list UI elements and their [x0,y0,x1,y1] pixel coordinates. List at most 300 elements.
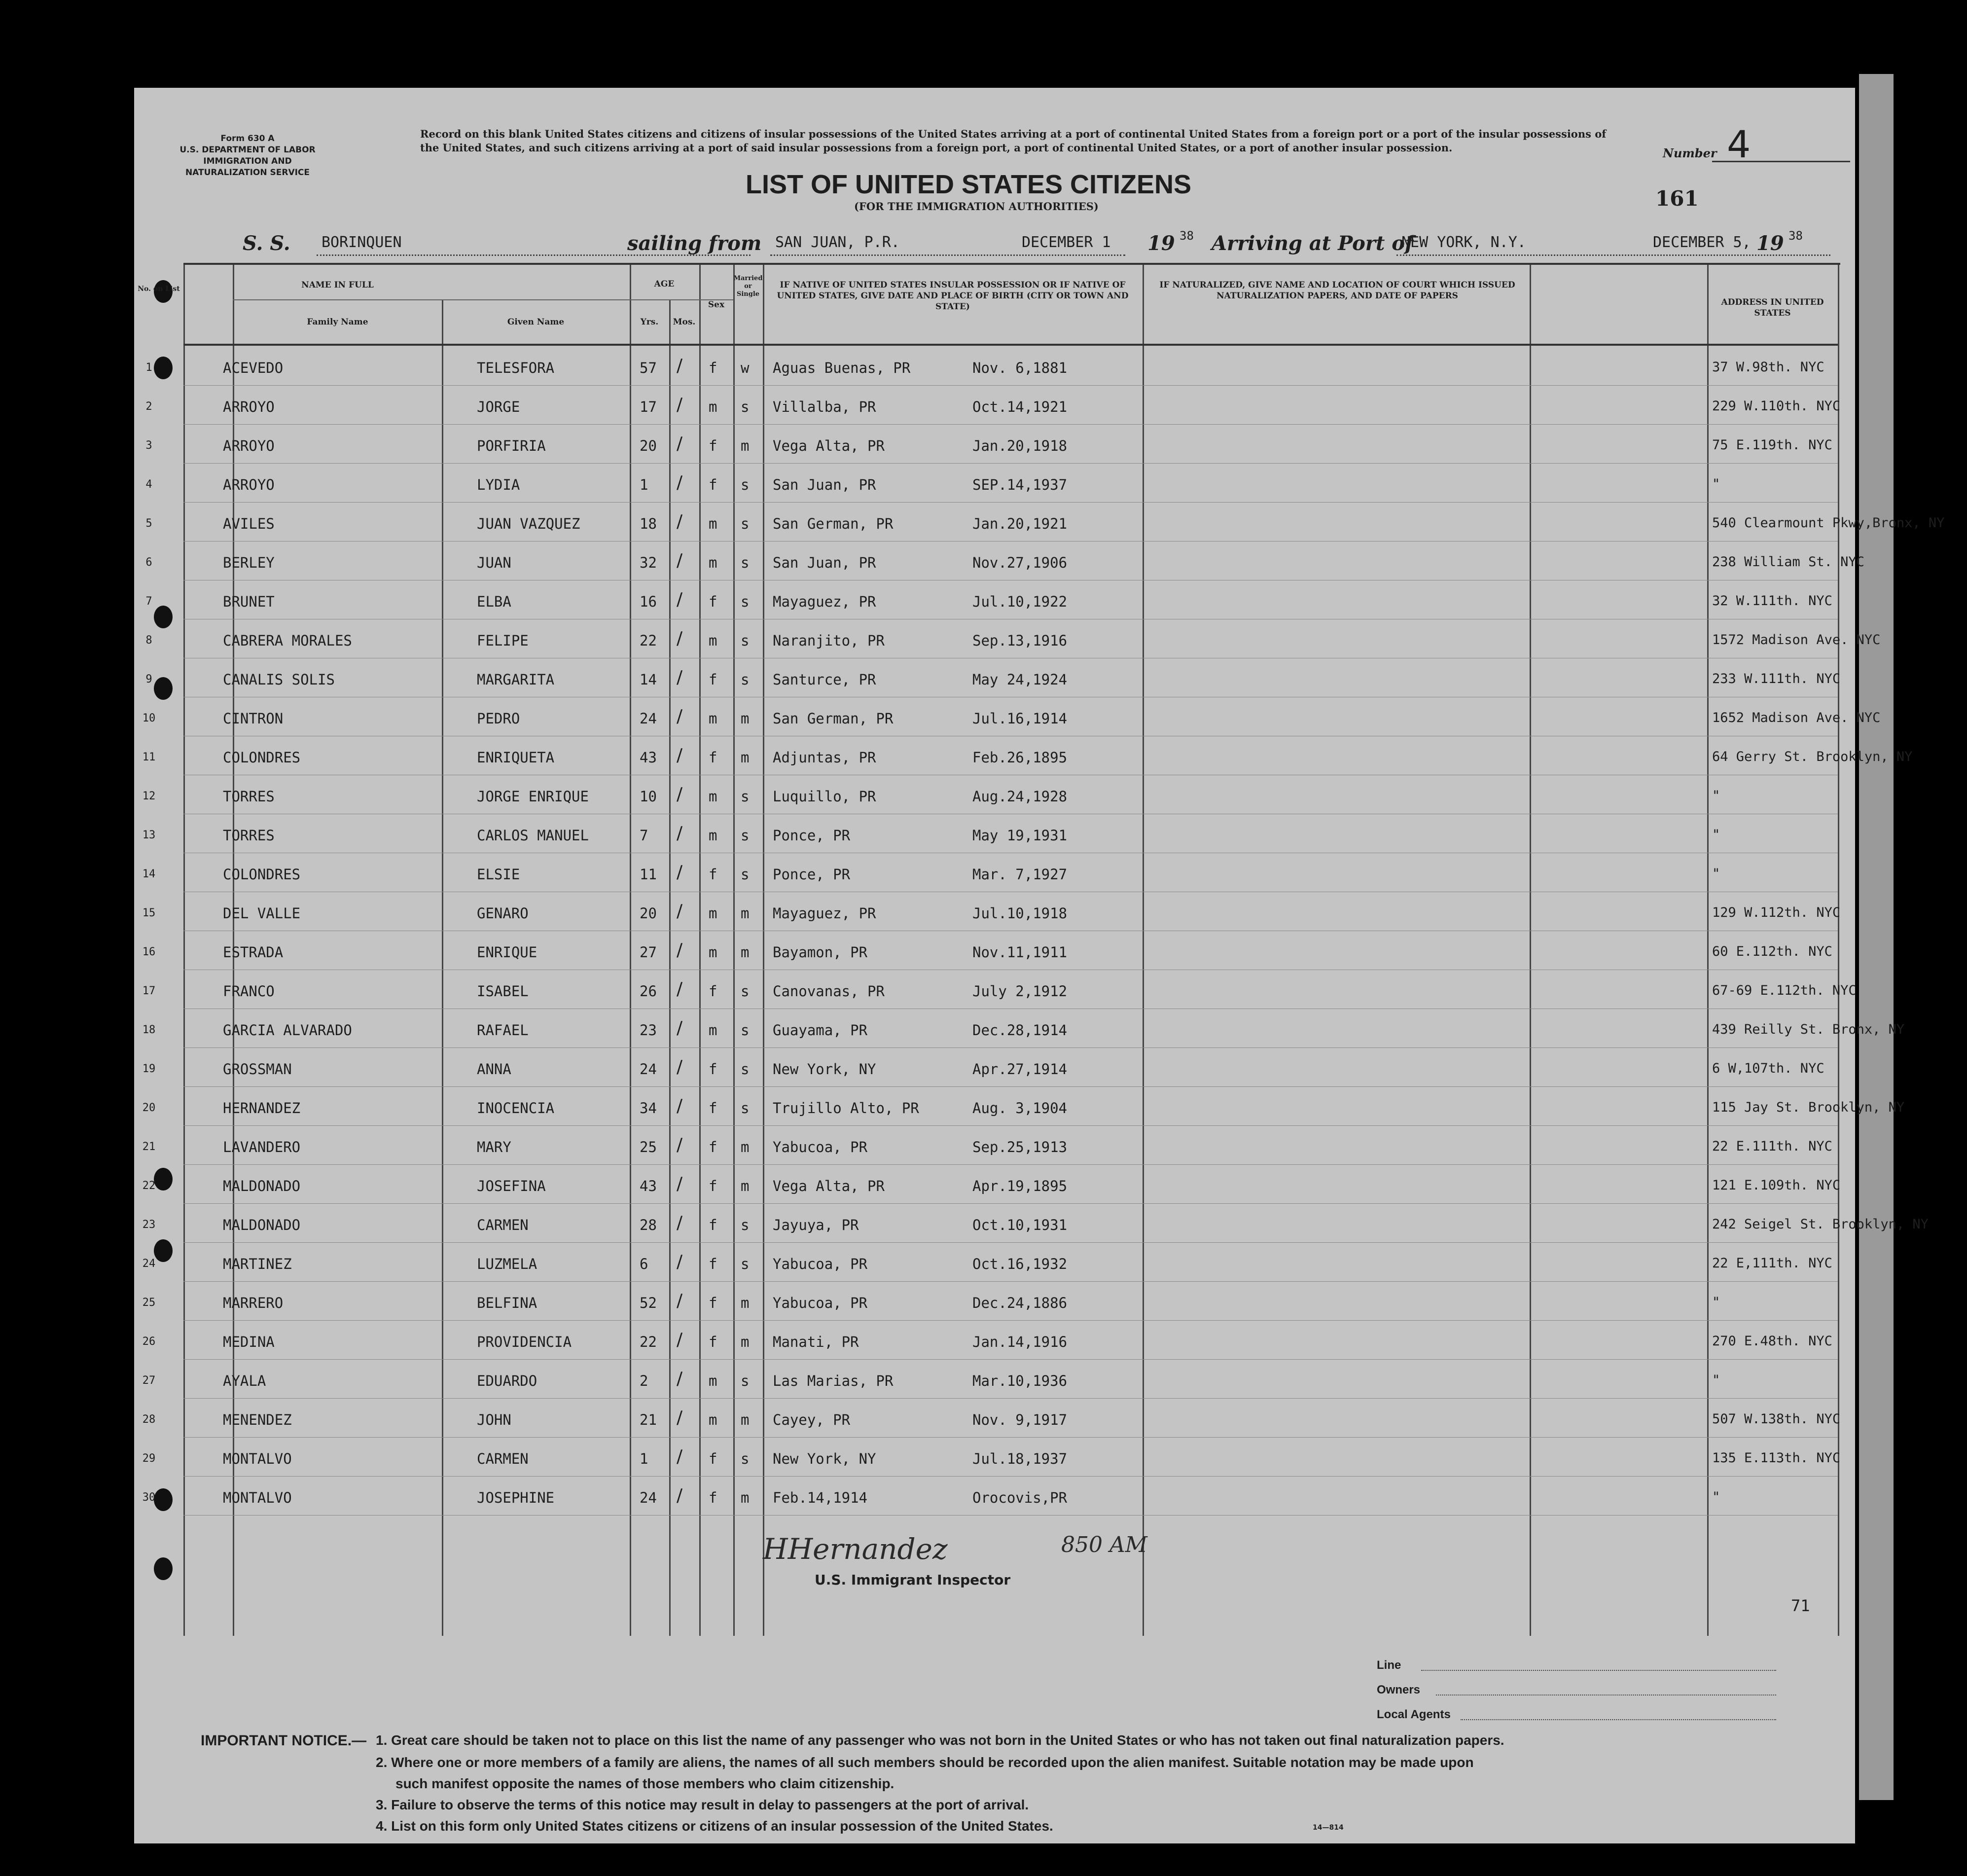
cell-address: 64 Gerry St. Brooklyn, NY [1712,749,1913,764]
cell-sex: f [709,983,717,1000]
cell-address: 37 W.98th. NYC [1712,360,1824,375]
months-tick-mark: / [677,979,683,999]
cell-ms: s [741,593,750,610]
cell-place: San Juan, PR [773,554,876,571]
cell-yrs: 24 [640,710,657,727]
number-underline [1712,161,1850,162]
cell-yrs: 23 [640,1022,657,1039]
header-yrs: Yrs. [640,317,659,327]
months-tick-mark: / [677,706,683,726]
months-tick-mark: / [677,1407,683,1428]
cell-no: 21 [142,1141,156,1153]
col-rule [699,265,701,1636]
line-field [1421,1670,1776,1671]
cell-given: JORGE [477,398,520,415]
cell-no: 14 [142,868,156,880]
cell-yrs: 11 [640,866,657,883]
cell-date: Nov. 9,1917 [972,1411,1068,1428]
notice-item-2-cont: such manifest opposite the names of those members who claim citizenship. [395,1776,894,1791]
cell-sex: m [709,710,717,727]
months-tick-mark: / [677,395,683,415]
cell-place: Las Marias, PR [773,1372,894,1389]
cell-sex: f [709,1295,717,1311]
cell-yrs: 10 [640,788,657,805]
cell-place: Feb.14,1914 [773,1489,868,1506]
cell-place: Jayuya, PR [773,1217,859,1233]
cell-given: JOHN [477,1411,511,1428]
cell-sex: m [709,827,717,844]
cell-no: 19 [142,1063,156,1075]
cell-yrs: 34 [640,1100,657,1117]
cell-address: 22 E.111th. NYC [1712,1139,1832,1154]
cell-place: Vega Alta, PR [773,1178,885,1194]
cell-ms: s [741,1450,750,1467]
cell-ms: s [741,866,750,883]
months-tick-mark: / [677,628,683,649]
cell-no: 27 [142,1374,156,1387]
local-agents-field [1461,1719,1776,1720]
cell-given: CARLOS MANUEL [477,827,589,844]
cell-date: Mar. 7,1927 [972,866,1068,883]
cell-place: Santurce, PR [773,671,876,688]
cell-date: Feb.26,1895 [972,749,1068,766]
months-tick-mark: / [677,862,683,882]
cell-address: " [1712,1372,1720,1388]
cell-address: 115 Jay St. Brooklyn, NY [1712,1100,1905,1115]
header-family-name: Family Name [307,317,368,327]
cell-sex: f [709,1334,717,1350]
owners-field [1436,1695,1776,1696]
year-prefix-2: 19 [1756,232,1784,255]
print-code: 14—814 [1313,1824,1344,1832]
cell-date: July 2,1912 [972,983,1068,1000]
inspector-signature: HHernandez [763,1532,948,1566]
cell-address: " [1712,866,1720,881]
cell-address: 6 W,107th. NYC [1712,1061,1824,1076]
col-rule [1838,265,1839,1636]
arrival-year: 38 [1788,229,1803,243]
row-rule [183,1320,1838,1321]
cell-no: 10 [142,712,156,724]
cell-place: Mayaguez, PR [773,905,876,922]
cell-ms: s [741,983,750,1000]
months-tick-mark: / [677,433,683,454]
page-subtitle: (FOR THE IMMIGRATION AUTHORITIES) [854,200,1099,213]
cell-ms: m [741,1178,750,1194]
cell-no: 11 [142,751,156,763]
cell-yrs: 22 [640,632,657,649]
cell-date: SEP.14,1937 [972,476,1068,493]
cell-ms: s [741,1372,750,1389]
months-tick-mark: / [677,1135,683,1155]
cell-given: ELBA [477,593,511,610]
cell-yrs: 26 [640,983,657,1000]
cell-yrs: 20 [640,905,657,922]
cell-yrs: 17 [640,398,657,415]
row-rule [183,1359,1838,1360]
cell-date: Jul.10,1922 [972,593,1068,610]
months-tick-mark: / [677,667,683,687]
cell-place: Yabucoa, PR [773,1139,868,1155]
cell-given: INOCENCIA [477,1100,555,1117]
col-rule [1707,265,1709,1636]
cell-family: MEDINA [223,1334,275,1350]
col-rule [442,299,443,1636]
cell-yrs: 32 [640,554,657,571]
line-label: Line [1377,1659,1401,1672]
cell-yrs: 24 [640,1061,657,1078]
cell-place: Adjuntas, PR [773,749,876,766]
row-rule [183,1164,1838,1165]
cell-given: ANNA [477,1061,511,1078]
header-sex: Sex [708,300,725,310]
cell-date: Jul.16,1914 [972,710,1068,727]
cell-address: 129 W.112th. NYC [1712,905,1841,920]
cell-sex: f [709,1139,717,1155]
cell-date: Oct.14,1921 [972,398,1068,415]
cell-no: 29 [142,1452,156,1465]
punch-hole [154,606,173,628]
cell-place: Luquillo, PR [773,788,876,805]
cell-no: 30 [142,1491,156,1504]
months-tick-mark: / [677,511,683,532]
cell-family: HERNANDEZ [223,1100,301,1117]
cell-ms: s [741,1022,750,1039]
punch-hole [154,1557,173,1580]
cell-family: MONTALVO [223,1450,292,1467]
cell-place: Trujillo Alto, PR [773,1100,919,1117]
cell-place: Canovanas, PR [773,983,885,1000]
cell-address: 135 E.113th. NYC [1712,1450,1841,1466]
cell-family: COLONDRES [223,866,301,883]
cell-yrs: 24 [640,1489,657,1506]
cell-sex: m [709,632,717,649]
cell-place: Manati, PR [773,1334,859,1350]
cell-sex: m [709,788,717,805]
cell-date: May 19,1931 [972,827,1068,844]
cell-yrs: 21 [640,1411,657,1428]
header-address: ADDRESS IN UNITED STATES [1721,297,1824,318]
number-value: 4 [1727,122,1751,166]
cell-sex: f [709,593,717,610]
cell-address: 238 William St. NYC [1712,554,1864,570]
col-rule [669,299,671,1636]
cell-sex: f [709,1256,717,1272]
cell-no: 23 [142,1219,156,1231]
cell-sex: f [709,1100,717,1117]
notice-item-3: 3. Failure to observe the terms of this notice may result in delay to passengers at the port of arrival. [376,1797,1029,1812]
cell-date: Jul.18,1937 [972,1450,1068,1467]
row-rule [183,463,1838,464]
passenger-table [138,263,1945,1636]
cell-place: San Juan, PR [773,476,876,493]
cell-date: Apr.27,1914 [972,1061,1068,1078]
cell-no: 26 [142,1335,156,1348]
page-title: LIST OF UNITED STATES CITIZENS [746,170,1191,199]
months-tick-mark: / [677,1446,683,1467]
cell-date: Orocovis,PR [972,1489,1068,1506]
cell-given: ENRIQUETA [477,749,555,766]
cell-address: " [1712,1295,1720,1310]
cell-yrs: 16 [640,593,657,610]
arrival-date: DECEMBER 5, [1653,234,1751,251]
cell-place: Villalba, PR [773,398,876,415]
header-naturalized: IF NATURALIZED, GIVE NAME AND LOCATION OF COURT WHICH ISSUED NATURALIZATION PAPERS, AND DATE OF PAPERS [1159,280,1515,301]
cell-family: MALDONADO [223,1178,301,1194]
cell-ms: m [741,749,750,766]
cell-family: CANALIS SOLIS [223,671,335,688]
cell-family: ACEVEDO [223,360,284,376]
cell-address: " [1712,788,1720,803]
cell-given: JOSEFINA [477,1178,546,1194]
notice-lead: IMPORTANT NOTICE.— [201,1732,367,1749]
cell-no: 25 [142,1297,156,1309]
cell-ms: m [741,1489,750,1506]
cell-no: 22 [142,1180,156,1192]
header-given-name: Given Name [507,317,565,327]
cell-family: ARROYO [223,437,275,454]
cell-yrs: 43 [640,749,657,766]
cell-given: LYDIA [477,476,520,493]
arrival-port: NEW YORK, N.Y. [1401,234,1526,251]
cell-no: 20 [142,1102,156,1114]
cell-ms: m [741,710,750,727]
months-tick-mark: / [677,1057,683,1077]
cell-place: Mayaguez, PR [773,593,876,610]
cell-yrs: 14 [640,671,657,688]
cell-address: 229 W.110th. NYC [1712,398,1841,414]
cell-date: Apr.19,1895 [972,1178,1068,1194]
inspector-time-note: 850 AM [1061,1532,1147,1557]
tally-mark: 71 [1791,1596,1810,1615]
cell-date: Dec.24,1886 [972,1295,1068,1311]
row-rule [183,1437,1838,1438]
cell-yrs: 6 [640,1256,648,1272]
cell-date: Nov.27,1906 [972,554,1068,571]
cell-sex: m [709,554,717,571]
cell-ms: m [741,1139,750,1155]
notice-item-4: 4. List on this form only United States citizens or citizens of an insular possession of the United States. [376,1818,1053,1834]
cell-address: 1572 Madison Ave. NYC [1712,632,1881,648]
cell-no: 8 [145,634,152,647]
cell-address: 507 W.138th. NYC [1712,1411,1841,1427]
cell-ms: s [741,1217,750,1233]
cell-sex: m [709,905,717,922]
cell-place: Yabucoa, PR [773,1256,868,1272]
cell-given: MARY [477,1139,511,1155]
row-rule [183,1203,1838,1204]
cell-given: GENARO [477,905,529,922]
from-port: SAN JUAN, P.R. [775,234,900,251]
months-tick-mark: / [677,1252,683,1272]
cell-yrs: 20 [640,437,657,454]
cell-given: PEDRO [477,710,520,727]
cell-sex: f [709,437,717,454]
cell-sex: f [709,1061,717,1078]
cell-place: Guayama, PR [773,1022,868,1039]
row-rule [183,1086,1838,1087]
intro-text: Record on this blank United States citizens and citizens of insular possessions of the United States arriving at a port of continental United States from a foreign port or a port of the insular possessions of the United States, and such citizens arriving at a port of said insular possessions from a foreign port, a port of continental United States, or a port of another insular possession. [420,128,1607,154]
months-tick-mark: / [677,356,683,376]
cell-given: JOSEPHINE [477,1489,555,1506]
cell-address: 60 E.112th. NYC [1712,944,1832,959]
cell-date: Aug.24,1928 [972,788,1068,805]
cell-date: Oct.10,1931 [972,1217,1068,1233]
header-mos: Mos. [673,317,696,327]
cell-no: 4 [145,478,152,491]
cell-address: 233 W.111th. NYC [1712,671,1841,686]
cell-given: TELESFORA [477,360,555,376]
cell-place: San German, PR [773,710,894,727]
cell-address: 270 E.48th. NYC [1712,1334,1832,1349]
cell-place: Cayey, PR [773,1411,851,1428]
cell-family: DEL VALLE [223,905,301,922]
cell-no: 12 [142,790,156,802]
cell-address: 540 Clearmount Pkwy,Bronx, NY [1712,515,1945,531]
local-agents-label: Local Agents [1377,1708,1451,1721]
cell-family: CINTRON [223,710,284,727]
cell-date: Oct.16,1932 [972,1256,1068,1272]
cell-sex: m [709,1372,717,1389]
cell-given: CARMEN [477,1450,529,1467]
cell-family: TORRES [223,827,275,844]
cell-yrs: 57 [640,360,657,376]
cell-ms: s [741,1061,750,1078]
cell-sex: m [709,944,717,961]
months-tick-mark: / [677,550,683,571]
cell-address: 121 E.109th. NYC [1712,1178,1841,1193]
row-rule [183,1047,1838,1048]
cell-sex: f [709,1178,717,1194]
cell-place: Yabucoa, PR [773,1295,868,1311]
from-underline [770,254,1125,256]
header-rule [183,344,1838,346]
header-no: No. on List [138,285,180,293]
cell-place: Bayamon, PR [773,944,868,961]
cell-date: Dec.28,1914 [972,1022,1068,1039]
cell-sex: m [709,398,717,415]
col-rule [183,265,185,1636]
cell-family: FRANCO [223,983,275,1000]
cell-no: 7 [145,595,152,608]
cell-given: ENRIQUE [477,944,537,961]
cell-no: 1 [145,361,152,374]
cell-address: 22 E,111th. NYC [1712,1256,1832,1271]
cell-ms: s [741,554,750,571]
cell-given: EDUARDO [477,1372,537,1389]
cell-ms: s [741,827,750,844]
row-rule [183,1281,1838,1282]
cell-sex: f [709,671,717,688]
cell-family: COLONDRES [223,749,301,766]
cell-ms: m [741,1334,750,1350]
inspector-label: U.S. Immigrant Inspector [815,1572,1011,1588]
cell-address: " [1712,476,1720,492]
cell-given: PROVIDENCIA [477,1334,572,1350]
cell-place: Naranjito, PR [773,632,885,649]
cell-sex: f [709,866,717,883]
cell-ms: s [741,398,750,415]
arriving-label: Arriving at Port of [1212,232,1414,255]
header-name-in-full: NAME IN FULL [301,280,374,290]
cell-place: Vega Alta, PR [773,437,885,454]
col-rule [763,265,764,1636]
cell-given: JUAN [477,554,511,571]
cell-address: 439 Reilly St. Bronx, NY [1712,1022,1905,1037]
cell-given: MARGARITA [477,671,555,688]
cell-family: ESTRADA [223,944,284,961]
cell-family: CABRERA MORALES [223,632,352,649]
cell-sex: f [709,1450,717,1467]
months-tick-mark: / [677,1291,683,1311]
cell-family: BRUNET [223,593,275,610]
col-rule [1530,265,1531,1636]
ship-name: BORINQUEN [322,234,402,251]
cell-ms: s [741,1256,750,1272]
cell-no: 3 [145,439,152,452]
cell-date: Nov. 6,1881 [972,360,1068,376]
cell-family: MENENDEZ [223,1411,292,1428]
cell-family: AYALA [223,1372,266,1389]
cell-yrs: 28 [640,1217,657,1233]
cell-place: Aguas Buenas, PR [773,360,911,376]
cell-no: 18 [142,1024,156,1036]
cell-ms: s [741,476,750,493]
cell-place: Ponce, PR [773,827,851,844]
col-rule [630,265,631,1636]
cell-date: Jul.10,1918 [972,905,1068,922]
cell-ms: s [741,1100,750,1117]
cell-date: May 24,1924 [972,671,1068,688]
cell-sex: f [709,1489,717,1506]
cell-yrs: 22 [640,1334,657,1350]
cell-address: " [1712,827,1720,842]
header-age: AGE [654,279,675,289]
row-rule [183,385,1838,386]
number-label: Number [1663,146,1717,160]
months-tick-mark: / [677,589,683,610]
ss-label: S. S. [243,232,290,255]
months-tick-mark: / [677,1096,683,1116]
cell-date: Jan.20,1918 [972,437,1068,454]
cell-family: MALDONADO [223,1217,301,1233]
cell-address: 75 E.119th. NYC [1712,437,1832,453]
months-tick-mark: / [677,745,683,765]
cell-given: BELFINA [477,1295,537,1311]
months-tick-mark: / [677,1018,683,1038]
cell-given: LUZMELA [477,1256,537,1272]
row-rule [183,1125,1838,1126]
cell-family: LAVANDERO [223,1139,301,1155]
manifest-page [134,88,1945,1843]
cell-given: ISABEL [477,983,529,1000]
cell-family: BERLEY [223,554,275,571]
cell-sex: m [709,515,717,532]
cell-family: MARRERO [223,1295,284,1311]
col-rule [733,265,735,1636]
cell-ms: s [741,788,750,805]
cell-given: FELIPE [477,632,529,649]
cell-family: AVILES [223,515,275,532]
sailing-label: sailing from [627,232,762,255]
cell-yrs: 27 [640,944,657,961]
cell-yrs: 18 [640,515,657,532]
cell-given: PORFIRIA [477,437,546,454]
row-rule [183,1476,1838,1477]
row-rule [183,424,1838,425]
cell-ms: s [741,515,750,532]
cell-sex: f [709,1217,717,1233]
